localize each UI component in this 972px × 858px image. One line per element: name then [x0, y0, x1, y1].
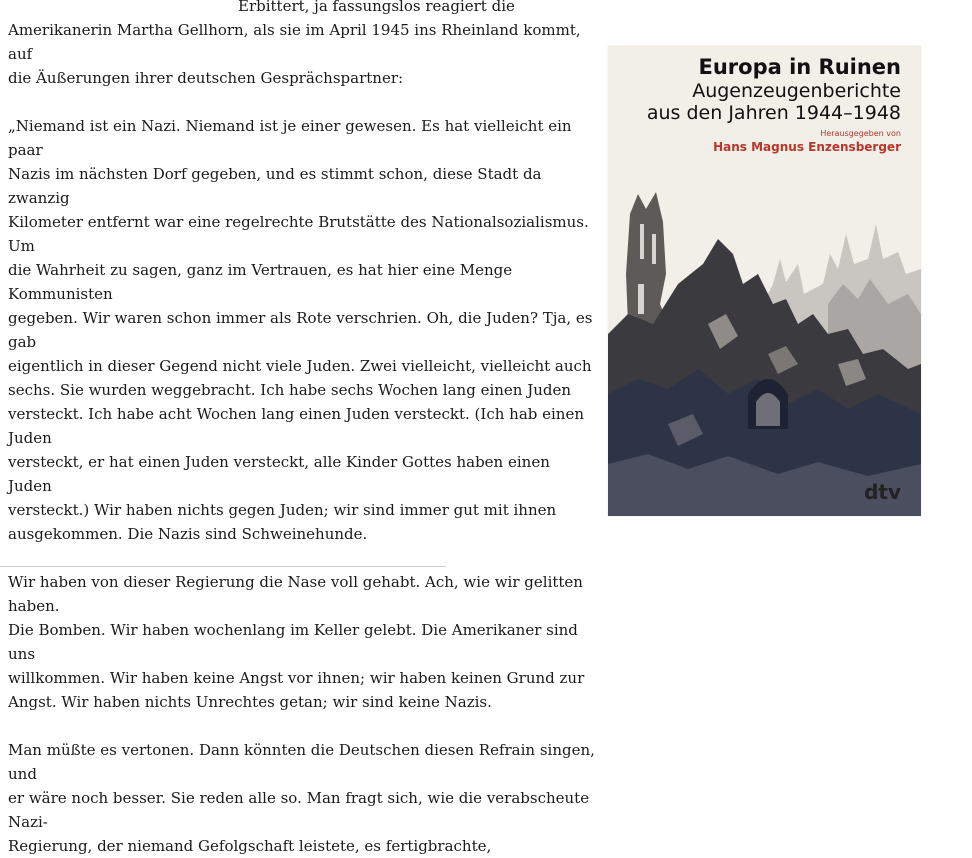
ruins-photo-icon	[608, 164, 921, 516]
cover-title-block	[647, 54, 901, 124]
quote-paragraph-3: Man müßte es vertonen. Dann könnten die Deutschen diesen Refrain singen, und er wäre noch besser. Sie reden alle so. Man fragt sich, wie die verabscheute Nazi- Regierung, der niemand Gefolgschaft leistete, es fertigbrachte,	[8, 741, 595, 855]
cover-editor-block	[713, 128, 901, 155]
cover-editor-name: Hans Magnus Enzensberger	[713, 140, 901, 154]
paragraph-gap	[8, 90, 598, 114]
intro-text: Amerikanerin Martha Gellhorn, als sie im April 1945 ins Rheinland kommt, auf die Äußerungen ihrer deutschen Gesprächspartner:	[8, 21, 581, 87]
paragraph-gap	[8, 714, 598, 738]
bottom-divider	[0, 566, 446, 567]
book-cover-image[interactable]	[608, 46, 921, 516]
cover-subtitle-line-2: aus den Jahren 1944–1948	[646, 102, 901, 124]
cover-title: Europa in Ruinen	[698, 55, 901, 79]
article-text	[8, 0, 598, 858]
quote-paragraph-1: „Niemand ist ein Nazi. Niemand ist je einer gewesen. Es hat vielleicht ein paar Nazis im nächsten Dorf gegeben, und es stimmt schon, diese Stadt da zwanzig Kilometer entfernt war eine regelrechte Brutstätte des Nationalsozialismus. Um die Wahrheit zu sagen, ganz im Vertrauen, es hat hier eine Menge Kommunisten gegeben. Wir waren schon immer als Rote verschrien. Oh, die Juden? Tja, es gab eigentlich in dieser Gegend nicht viele Juden. Zwei vielleicht, vielleicht auch sechs. Sie wurden weggebracht. Ich habe sechs Wochen lang einen Juden versteckt. Ich habe acht Wochen lang einen Juden versteckt. (Ich hab einen Juden versteckt, er hat einen Juden versteckt, alle Kinder Gottes haben einen Juden versteckt.) Wir haben nichts gegen Juden; wir sind immer gut mit ihnen ausgekommen. Die Nazis sind Schweinehunde.	[8, 117, 593, 543]
cover-subtitle-line-1: Augenzeugenberichte	[692, 80, 901, 102]
intro-line-1: Erbittert, ja fassungslos reagiert die	[238, 0, 515, 15]
cover-publisher-logo: dtv	[864, 480, 901, 504]
quote-paragraph-2: Wir haben von dieser Regierung die Nase voll gehabt. Ach, wie wir gelitten haben. Die Bomben. Wir haben wochenlang im Keller gelebt. Die Amerikaner sind uns willkommen. Wir haben keine Angst vor ihnen; wir haben keinen Grund zur Angst. Wir haben nichts Unrechtes getan; wir sind keine Nazis.	[8, 573, 585, 711]
cover-editor-label: Herausgegeben von	[820, 129, 901, 138]
